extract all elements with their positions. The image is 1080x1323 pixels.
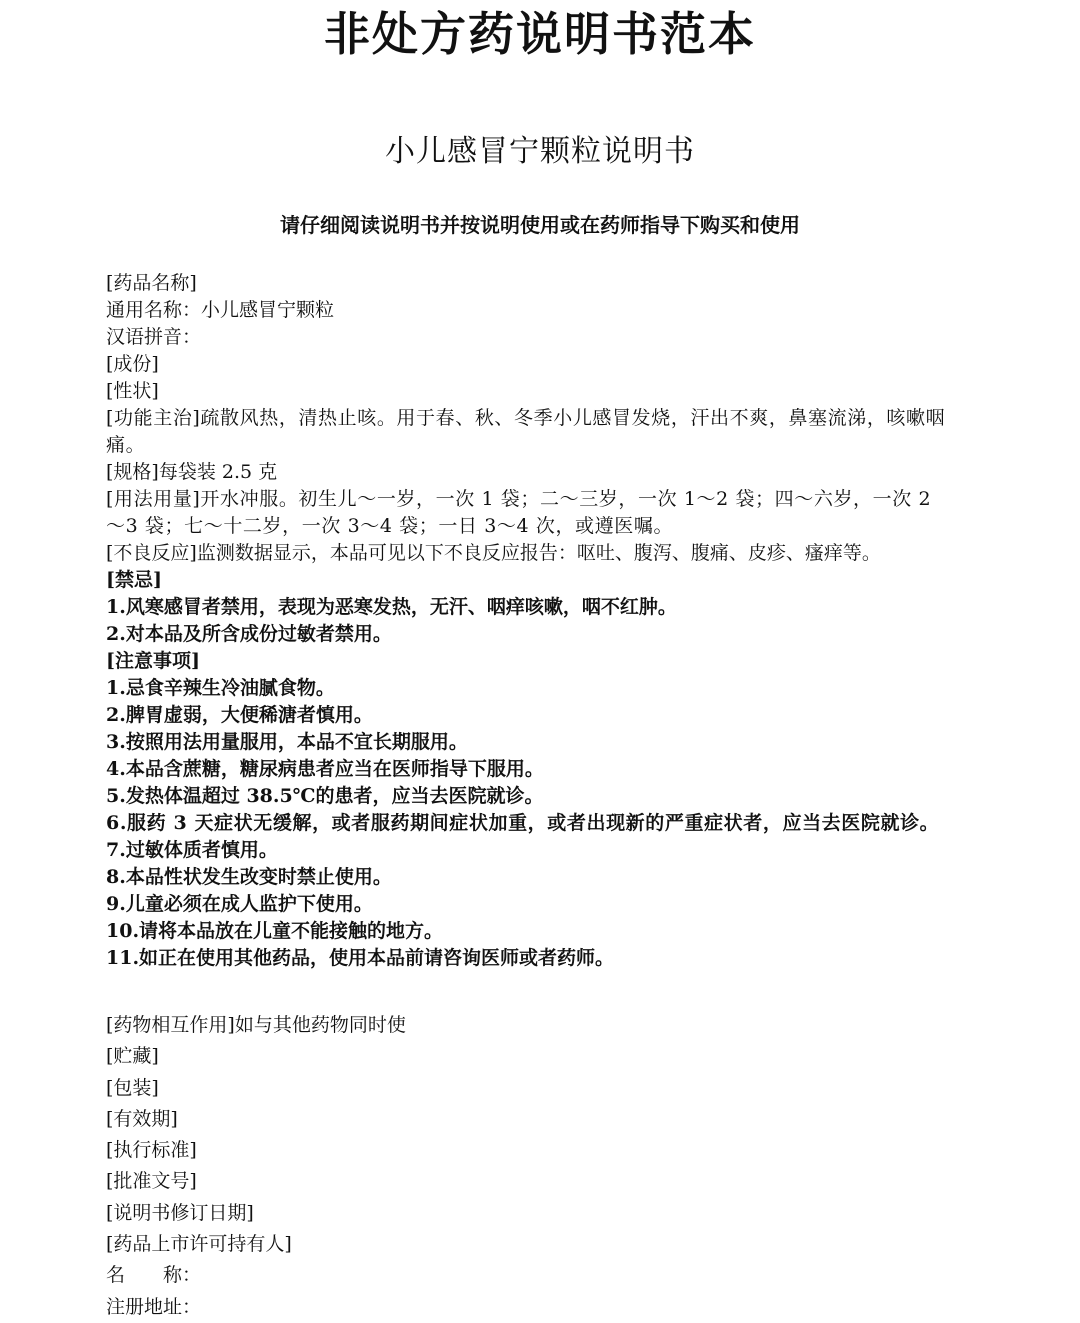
- redaction-blur: [430, 990, 990, 1040]
- precaution-item: 5.发热体温超过 38.5℃的患者，应当去医院就诊。: [106, 785, 544, 807]
- precaution-item: 1.忌食辛辣生冷油腻食物。: [106, 677, 335, 699]
- precaution-item: 6.服药 3 天症状无缓解，或者服药期间症状加重，或者出现新的严重症状者，应当去医院就诊。: [106, 812, 940, 834]
- mah-name: 名 称：: [106, 1264, 202, 1287]
- indications-text: [功能主治]疏散风热，清热止咳。用于春、秋、冬季小儿感冒发烧，汗出不爽，鼻塞流涕，咳嗽咽痛。: [106, 407, 946, 456]
- precaution-item: 9.儿童必须在成人监护下使用。: [106, 893, 373, 915]
- mah-heading: [药品上市许可持有人]: [106, 1233, 292, 1256]
- standard-heading: [执行标准]: [106, 1139, 197, 1162]
- reading-notice: 请仔细阅读说明书并按说明使用或在药师指导下购买和使用: [280, 213, 800, 237]
- approval-number-heading: [批准文号]: [106, 1170, 197, 1193]
- specification-text: [规格]每袋装 2.5 克: [106, 461, 278, 483]
- pinyin-name: 汉语拼音：: [106, 326, 202, 348]
- drug-name-heading: [药品名称]: [106, 272, 197, 294]
- precaution-item: 2.脾胃虚弱，大便稀溏者慎用。: [106, 704, 373, 726]
- precaution-item: 11.如正在使用其他药品，使用本品前请咨询医师或者药师。: [106, 947, 615, 969]
- contraindication-item: 2.对本品及所含成份过敏者禁用。: [106, 623, 392, 645]
- precaution-item: 4.本品含蔗糖，糖尿病患者应当在医师指导下服用。: [106, 758, 544, 780]
- validity-heading: [有效期]: [106, 1107, 178, 1130]
- page-title: 非处方药说明书范本: [324, 7, 756, 61]
- adverse-reactions-text: [不良反应]监测数据显示，本品可见以下不良反应报告：呕吐、腹泻、腹痛、皮疹、瘙痒等。: [106, 542, 881, 564]
- document-title: 小儿感冒宁颗粒说明书: [385, 134, 695, 169]
- contraindications-heading: [禁忌]: [106, 569, 162, 591]
- precaution-item: 10.请将本品放在儿童不能接触的地方。: [106, 920, 444, 942]
- precautions-heading: [注意事项]: [106, 650, 200, 672]
- interactions-text: [药物相互作用]如与其他药物同时使: [106, 1014, 406, 1036]
- dosage-text: [用法用量]开水冲服。初生儿～一岁，一次 1 袋；二～三岁，一次 1～2 袋；四～六岁，一次 2～3 袋；七～十二岁，一次 3～4 袋；一日 3～4 次，或遵医嘱。: [106, 488, 932, 537]
- storage-heading: [贮藏]: [106, 1045, 159, 1068]
- revision-date-heading: [说明书修订日期]: [106, 1201, 254, 1224]
- leaflet-body-lower: [106, 1010, 946, 1323]
- precaution-item: 8.本品性状发生改变时禁止使用。: [106, 866, 392, 888]
- leaflet-body: [106, 270, 946, 972]
- precaution-item: 7.过敏体质者慎用。: [106, 839, 278, 861]
- mah-address: 注册地址：: [106, 1295, 202, 1318]
- packaging-heading: [包装]: [106, 1076, 159, 1099]
- ingredients-heading: [成份]: [106, 353, 159, 375]
- precaution-item: 3.按照用法用量服用，本品不宜长期服用。: [106, 731, 468, 753]
- generic-name: 通用名称：小儿感冒宁颗粒: [106, 299, 335, 321]
- appearance-heading: [性状]: [106, 380, 159, 402]
- contraindication-item: 1.风寒感冒者禁用，表现为恶寒发热，无汗、咽痒咳嗽，咽不红肿。: [106, 596, 677, 618]
